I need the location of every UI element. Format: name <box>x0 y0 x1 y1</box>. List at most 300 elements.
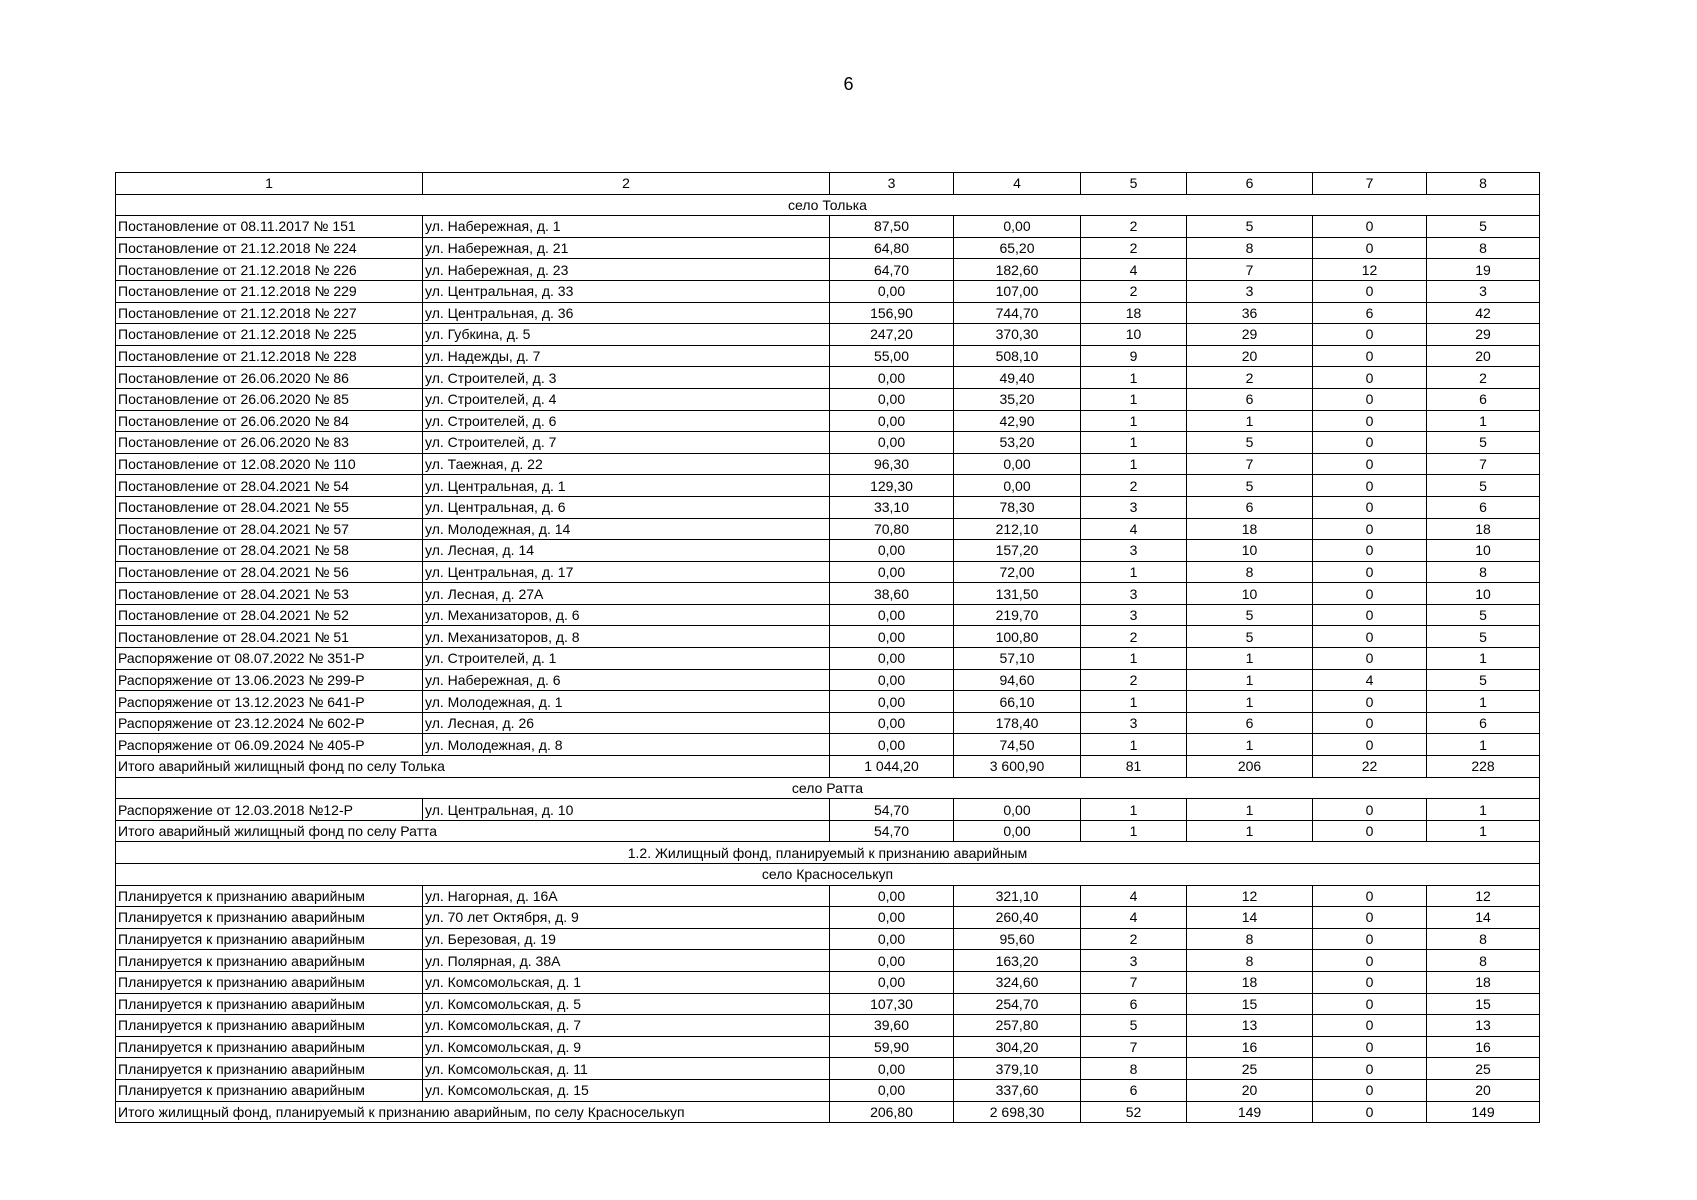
value-cell: 18 <box>1427 518 1540 540</box>
value-cell: 5 <box>1427 604 1540 626</box>
value-cell: 178,40 <box>954 712 1081 734</box>
value-cell: 1 <box>1081 691 1187 713</box>
value-cell: 2 <box>1081 475 1187 497</box>
address-cell: ул. Лесная, д. 26 <box>423 712 830 734</box>
value-cell: 66,10 <box>954 691 1081 713</box>
address-cell: ул. Комсомольская, д. 7 <box>423 1015 830 1037</box>
document-cell: Постановление от 21.12.2018 № 224 <box>116 237 423 259</box>
value-cell: 0 <box>1313 518 1427 540</box>
value-cell: 5 <box>1427 432 1540 454</box>
value-cell: 0,00 <box>830 691 954 713</box>
value-cell: 254,70 <box>954 993 1081 1015</box>
column-number: 5 <box>1081 173 1187 195</box>
value-cell: 6 <box>1427 496 1540 518</box>
value-cell: 0,00 <box>954 216 1081 238</box>
value-cell: 3 <box>1187 280 1313 302</box>
column-number: 1 <box>116 173 423 195</box>
address-cell: ул. Молодежная, д. 1 <box>423 691 830 713</box>
document-cell: Постановление от 21.12.2018 № 226 <box>116 259 423 281</box>
value-cell: 95,60 <box>954 928 1081 950</box>
value-cell: 0 <box>1313 734 1427 756</box>
value-cell: 64,70 <box>830 259 954 281</box>
value-cell: 1 <box>1081 648 1187 670</box>
value-cell: 3 <box>1081 496 1187 518</box>
value-cell: 7 <box>1427 453 1540 475</box>
value-cell: 0 <box>1313 712 1427 734</box>
value-cell: 10 <box>1187 540 1313 562</box>
value-cell: 12 <box>1313 259 1427 281</box>
value-cell: 49,40 <box>954 367 1081 389</box>
table-row <box>116 410 1540 432</box>
document-cell: Распоряжение от 06.09.2024 № 405-Р <box>116 734 423 756</box>
value-cell: 1 <box>1187 691 1313 713</box>
value-cell: 8 <box>1081 1058 1187 1080</box>
address-cell: ул. Комсомольская, д. 5 <box>423 993 830 1015</box>
value-cell: 20 <box>1427 345 1540 367</box>
value-cell: 8 <box>1187 928 1313 950</box>
value-cell: 13 <box>1187 1015 1313 1037</box>
value-cell: 0 <box>1313 907 1427 929</box>
value-cell: 16 <box>1187 1036 1313 1058</box>
address-cell: ул. Нагорная, д. 16А <box>423 885 830 907</box>
value-cell: 7 <box>1187 259 1313 281</box>
value-cell: 2 <box>1081 928 1187 950</box>
value-cell: 0 <box>1313 648 1427 670</box>
housing-table <box>115 172 1540 1123</box>
value-cell: 29 <box>1187 324 1313 346</box>
address-cell: ул. Набережная, д. 1 <box>423 216 830 238</box>
value-cell: 1 <box>1081 561 1187 583</box>
table-row <box>116 453 1540 475</box>
value-cell: 0 <box>1313 540 1427 562</box>
value-cell: 0,00 <box>954 799 1081 821</box>
address-cell: ул. Набережная, д. 21 <box>423 237 830 259</box>
value-cell: 1 <box>1081 432 1187 454</box>
value-cell: 304,20 <box>954 1036 1081 1058</box>
total-value: 52 <box>1081 1101 1187 1123</box>
value-cell: 78,30 <box>954 496 1081 518</box>
value-cell: 20 <box>1187 345 1313 367</box>
table-row <box>116 971 1540 993</box>
value-cell: 744,70 <box>954 302 1081 324</box>
document-cell: Планируется к признанию аварийным <box>116 928 423 950</box>
value-cell: 129,30 <box>830 475 954 497</box>
table-row <box>116 540 1540 562</box>
value-cell: 10 <box>1081 324 1187 346</box>
value-cell: 1 <box>1081 367 1187 389</box>
value-cell: 6 <box>1081 993 1187 1015</box>
value-cell: 14 <box>1187 907 1313 929</box>
value-cell: 14 <box>1427 907 1540 929</box>
total-value: 2 698,30 <box>954 1101 1081 1123</box>
value-cell: 3 <box>1081 540 1187 562</box>
address-cell: ул. Губкина, д. 5 <box>423 324 830 346</box>
value-cell: 55,00 <box>830 345 954 367</box>
village-heading: село Красноселькуп <box>116 864 1540 886</box>
value-cell: 2 <box>1081 626 1187 648</box>
value-cell: 1 <box>1187 799 1313 821</box>
value-cell: 100,80 <box>954 626 1081 648</box>
value-cell: 4 <box>1081 518 1187 540</box>
value-cell: 4 <box>1081 907 1187 929</box>
value-cell: 1 <box>1187 410 1313 432</box>
section-heading: 1.2. Жилищный фонд, планируемый к признанию аварийным <box>116 842 1540 864</box>
value-cell: 0 <box>1313 324 1427 346</box>
table-row <box>116 950 1540 972</box>
value-cell: 4 <box>1081 885 1187 907</box>
total-value: 1 044,20 <box>830 756 954 778</box>
table-row <box>116 518 1540 540</box>
village-heading: село Ратта <box>116 777 1540 799</box>
table-row <box>116 216 1540 238</box>
value-cell: 337,60 <box>954 1079 1081 1101</box>
total-value: 1 <box>1081 820 1187 842</box>
document-cell: Постановление от 28.04.2021 № 53 <box>116 583 423 605</box>
document-cell: Постановление от 21.12.2018 № 229 <box>116 280 423 302</box>
value-cell: 0,00 <box>830 388 954 410</box>
value-cell: 18 <box>1081 302 1187 324</box>
value-cell: 0,00 <box>830 928 954 950</box>
value-cell: 3 <box>1081 604 1187 626</box>
value-cell: 87,50 <box>830 216 954 238</box>
table-row <box>116 712 1540 734</box>
value-cell: 0 <box>1313 993 1427 1015</box>
value-cell: 0,00 <box>830 885 954 907</box>
total-value: 22 <box>1313 756 1427 778</box>
value-cell: 18 <box>1427 971 1540 993</box>
address-cell: ул. Таежная, д. 22 <box>423 453 830 475</box>
value-cell: 6 <box>1187 712 1313 734</box>
address-cell: ул. Надежды, д. 7 <box>423 345 830 367</box>
address-cell: ул. Комсомольская, д. 9 <box>423 1036 830 1058</box>
value-cell: 7 <box>1187 453 1313 475</box>
value-cell: 247,20 <box>830 324 954 346</box>
value-cell: 0 <box>1313 388 1427 410</box>
total-value: 206 <box>1187 756 1313 778</box>
value-cell: 5 <box>1081 1015 1187 1037</box>
value-cell: 18 <box>1187 518 1313 540</box>
value-cell: 10 <box>1427 540 1540 562</box>
value-cell: 13 <box>1427 1015 1540 1037</box>
value-cell: 0,00 <box>830 648 954 670</box>
table-row <box>116 583 1540 605</box>
document-cell: Постановление от 28.04.2021 № 58 <box>116 540 423 562</box>
address-cell: ул. Центральная, д. 1 <box>423 475 830 497</box>
document-cell: Планируется к признанию аварийным <box>116 1079 423 1101</box>
document-cell: Постановление от 26.06.2020 № 84 <box>116 410 423 432</box>
document-cell: Постановление от 28.04.2021 № 57 <box>116 518 423 540</box>
table-row <box>116 324 1540 346</box>
table-row <box>116 648 1540 670</box>
document-cell: Постановление от 28.04.2021 № 56 <box>116 561 423 583</box>
value-cell: 5 <box>1427 669 1540 691</box>
value-cell: 3 <box>1081 950 1187 972</box>
document-cell: Планируется к признанию аварийным <box>116 1036 423 1058</box>
value-cell: 4 <box>1313 669 1427 691</box>
document-cell: Планируется к признанию аварийным <box>116 1058 423 1080</box>
value-cell: 1 <box>1427 691 1540 713</box>
table-row <box>116 432 1540 454</box>
address-cell: ул. Строителей, д. 4 <box>423 388 830 410</box>
value-cell: 25 <box>1187 1058 1313 1080</box>
document-cell: Постановление от 12.08.2020 № 110 <box>116 453 423 475</box>
table-row <box>116 691 1540 713</box>
value-cell: 2 <box>1187 367 1313 389</box>
value-cell: 59,90 <box>830 1036 954 1058</box>
value-cell: 0 <box>1313 928 1427 950</box>
value-cell: 0,00 <box>830 734 954 756</box>
value-cell: 42 <box>1427 302 1540 324</box>
document-cell: Постановление от 28.04.2021 № 52 <box>116 604 423 626</box>
value-cell: 1 <box>1187 648 1313 670</box>
value-cell: 0 <box>1313 971 1427 993</box>
document-cell: Постановление от 08.11.2017 № 151 <box>116 216 423 238</box>
column-number: 4 <box>954 173 1081 195</box>
value-cell: 8 <box>1427 928 1540 950</box>
value-cell: 0,00 <box>830 604 954 626</box>
document-cell: Распоряжение от 08.07.2022 № 351-Р <box>116 648 423 670</box>
value-cell: 0 <box>1313 1079 1427 1101</box>
table-row <box>116 734 1540 756</box>
table-row <box>116 1079 1540 1101</box>
value-cell: 182,60 <box>954 259 1081 281</box>
document-cell: Постановление от 26.06.2020 № 83 <box>116 432 423 454</box>
value-cell: 0 <box>1313 1036 1427 1058</box>
value-cell: 321,10 <box>954 885 1081 907</box>
address-cell: ул. Строителей, д. 3 <box>423 367 830 389</box>
value-cell: 0 <box>1313 345 1427 367</box>
table-row <box>116 907 1540 929</box>
column-number: 2 <box>423 173 830 195</box>
value-cell: 19 <box>1427 259 1540 281</box>
table-row <box>116 604 1540 626</box>
document-cell: Планируется к признанию аварийным <box>116 971 423 993</box>
value-cell: 324,60 <box>954 971 1081 993</box>
value-cell: 3 <box>1081 712 1187 734</box>
total-value: 1 <box>1427 820 1540 842</box>
address-cell: ул. Молодежная, д. 8 <box>423 734 830 756</box>
value-cell: 0 <box>1313 1015 1427 1037</box>
value-cell: 2 <box>1081 237 1187 259</box>
table-row <box>116 993 1540 1015</box>
value-cell: 0 <box>1313 583 1427 605</box>
address-cell: ул. Механизаторов, д. 8 <box>423 626 830 648</box>
value-cell: 36 <box>1187 302 1313 324</box>
total-label: Итого аварийный жилищный фонд по селу Ратта <box>116 820 830 842</box>
value-cell: 2 <box>1081 669 1187 691</box>
value-cell: 29 <box>1427 324 1540 346</box>
table-row <box>116 367 1540 389</box>
value-cell: 7 <box>1081 1036 1187 1058</box>
value-cell: 0 <box>1313 432 1427 454</box>
value-cell: 54,70 <box>830 799 954 821</box>
value-cell: 6 <box>1187 496 1313 518</box>
value-cell: 0,00 <box>830 410 954 432</box>
value-cell: 1 <box>1187 734 1313 756</box>
value-cell: 57,10 <box>954 648 1081 670</box>
total-value: 81 <box>1081 756 1187 778</box>
value-cell: 0,00 <box>830 540 954 562</box>
value-cell: 5 <box>1187 475 1313 497</box>
village-heading: село Толька <box>116 194 1540 216</box>
value-cell: 35,20 <box>954 388 1081 410</box>
table-row <box>116 885 1540 907</box>
value-cell: 65,20 <box>954 237 1081 259</box>
column-number: 7 <box>1313 173 1427 195</box>
value-cell: 0,00 <box>830 367 954 389</box>
address-cell: ул. Строителей, д. 7 <box>423 432 830 454</box>
value-cell: 0,00 <box>830 669 954 691</box>
document-cell: Распоряжение от 13.12.2023 № 641-Р <box>116 691 423 713</box>
table-row <box>116 669 1540 691</box>
value-cell: 42,90 <box>954 410 1081 432</box>
value-cell: 508,10 <box>954 345 1081 367</box>
address-cell: ул. Комсомольская, д. 1 <box>423 971 830 993</box>
column-number: 3 <box>830 173 954 195</box>
value-cell: 0 <box>1313 1058 1427 1080</box>
total-value: 0,00 <box>954 820 1081 842</box>
address-cell: ул. Центральная, д. 10 <box>423 799 830 821</box>
table-row <box>116 928 1540 950</box>
address-cell: ул. Лесная, д. 14 <box>423 540 830 562</box>
document-cell: Постановление от 28.04.2021 № 51 <box>116 626 423 648</box>
value-cell: 39,60 <box>830 1015 954 1037</box>
value-cell: 5 <box>1187 216 1313 238</box>
value-cell: 1 <box>1081 453 1187 475</box>
value-cell: 16 <box>1427 1036 1540 1058</box>
total-row <box>116 756 1540 778</box>
value-cell: 212,10 <box>954 518 1081 540</box>
table-row <box>116 561 1540 583</box>
value-cell: 20 <box>1427 1079 1540 1101</box>
value-cell: 0,00 <box>830 907 954 929</box>
value-cell: 38,60 <box>830 583 954 605</box>
value-cell: 0,00 <box>954 453 1081 475</box>
value-cell: 0,00 <box>954 475 1081 497</box>
value-cell: 0,00 <box>830 712 954 734</box>
value-cell: 0,00 <box>830 950 954 972</box>
value-cell: 8 <box>1187 237 1313 259</box>
document-cell: Постановление от 28.04.2021 № 55 <box>116 496 423 518</box>
value-cell: 5 <box>1427 216 1540 238</box>
column-number-row <box>116 173 1540 195</box>
value-cell: 94,60 <box>954 669 1081 691</box>
address-cell: ул. Комсомольская, д. 11 <box>423 1058 830 1080</box>
value-cell: 1 <box>1427 410 1540 432</box>
value-cell: 107,00 <box>954 280 1081 302</box>
table-row <box>116 259 1540 281</box>
document-cell: Постановление от 21.12.2018 № 228 <box>116 345 423 367</box>
address-cell: ул. Комсомольская, д. 15 <box>423 1079 830 1101</box>
value-cell: 5 <box>1187 604 1313 626</box>
value-cell: 7 <box>1081 971 1187 993</box>
value-cell: 5 <box>1427 626 1540 648</box>
value-cell: 1 <box>1187 669 1313 691</box>
value-cell: 5 <box>1187 626 1313 648</box>
value-cell: 0,00 <box>830 1058 954 1080</box>
page-number: 6 <box>843 74 854 94</box>
table-row <box>116 302 1540 324</box>
document-cell: Планируется к признанию аварийным <box>116 907 423 929</box>
village-heading-row <box>116 194 1540 216</box>
value-cell: 0,00 <box>830 971 954 993</box>
value-cell: 0 <box>1313 216 1427 238</box>
address-cell: ул. Строителей, д. 6 <box>423 410 830 432</box>
address-cell: ул. Полярная, д. 38А <box>423 950 830 972</box>
total-value: 206,80 <box>830 1101 954 1123</box>
table-row <box>116 1036 1540 1058</box>
value-cell: 163,20 <box>954 950 1081 972</box>
value-cell: 9 <box>1081 345 1187 367</box>
value-cell: 6 <box>1187 388 1313 410</box>
value-cell: 10 <box>1427 583 1540 605</box>
total-value: 3 600,90 <box>954 756 1081 778</box>
table-row <box>116 280 1540 302</box>
address-cell: ул. Набережная, д. 6 <box>423 669 830 691</box>
value-cell: 3 <box>1427 280 1540 302</box>
value-cell: 10 <box>1187 583 1313 605</box>
document-cell: Постановление от 28.04.2021 № 54 <box>116 475 423 497</box>
value-cell: 6 <box>1313 302 1427 324</box>
column-number: 8 <box>1427 173 1540 195</box>
table-row <box>116 799 1540 821</box>
address-cell: ул. Механизаторов, д. 6 <box>423 604 830 626</box>
total-value: 0 <box>1313 820 1427 842</box>
address-cell: ул. Центральная, д. 33 <box>423 280 830 302</box>
document-cell: Постановление от 26.06.2020 № 85 <box>116 388 423 410</box>
value-cell: 15 <box>1187 993 1313 1015</box>
address-cell: ул. Центральная, д. 36 <box>423 302 830 324</box>
value-cell: 157,20 <box>954 540 1081 562</box>
table-row <box>116 626 1540 648</box>
document-cell: Постановление от 21.12.2018 № 225 <box>116 324 423 346</box>
value-cell: 1 <box>1081 799 1187 821</box>
document-cell: Планируется к признанию аварийным <box>116 993 423 1015</box>
table-row <box>116 388 1540 410</box>
section-heading-row <box>116 842 1540 864</box>
address-cell: ул. Строителей, д. 1 <box>423 648 830 670</box>
value-cell: 0 <box>1313 453 1427 475</box>
value-cell: 0 <box>1313 799 1427 821</box>
village-heading-row <box>116 864 1540 886</box>
value-cell: 1 <box>1081 734 1187 756</box>
value-cell: 156,90 <box>830 302 954 324</box>
address-cell: ул. 70 лет Октября, д. 9 <box>423 907 830 929</box>
value-cell: 72,00 <box>954 561 1081 583</box>
address-cell: ул. Набережная, д. 23 <box>423 259 830 281</box>
total-value: 149 <box>1427 1101 1540 1123</box>
value-cell: 2 <box>1081 280 1187 302</box>
value-cell: 0 <box>1313 280 1427 302</box>
column-number: 6 <box>1187 173 1313 195</box>
value-cell: 8 <box>1187 950 1313 972</box>
value-cell: 0 <box>1313 475 1427 497</box>
value-cell: 70,80 <box>830 518 954 540</box>
value-cell: 6 <box>1081 1079 1187 1101</box>
table-row <box>116 496 1540 518</box>
value-cell: 0 <box>1313 496 1427 518</box>
table-row <box>116 475 1540 497</box>
value-cell: 53,20 <box>954 432 1081 454</box>
value-cell: 3 <box>1081 583 1187 605</box>
table-body <box>116 173 1540 1123</box>
value-cell: 8 <box>1427 561 1540 583</box>
table-row <box>116 345 1540 367</box>
total-label: Итого жилищный фонд, планируемый к признанию аварийным, по селу Красноселькуп <box>116 1101 830 1123</box>
value-cell: 0 <box>1313 885 1427 907</box>
document-cell: Планируется к признанию аварийным <box>116 885 423 907</box>
address-cell: ул. Центральная, д. 6 <box>423 496 830 518</box>
